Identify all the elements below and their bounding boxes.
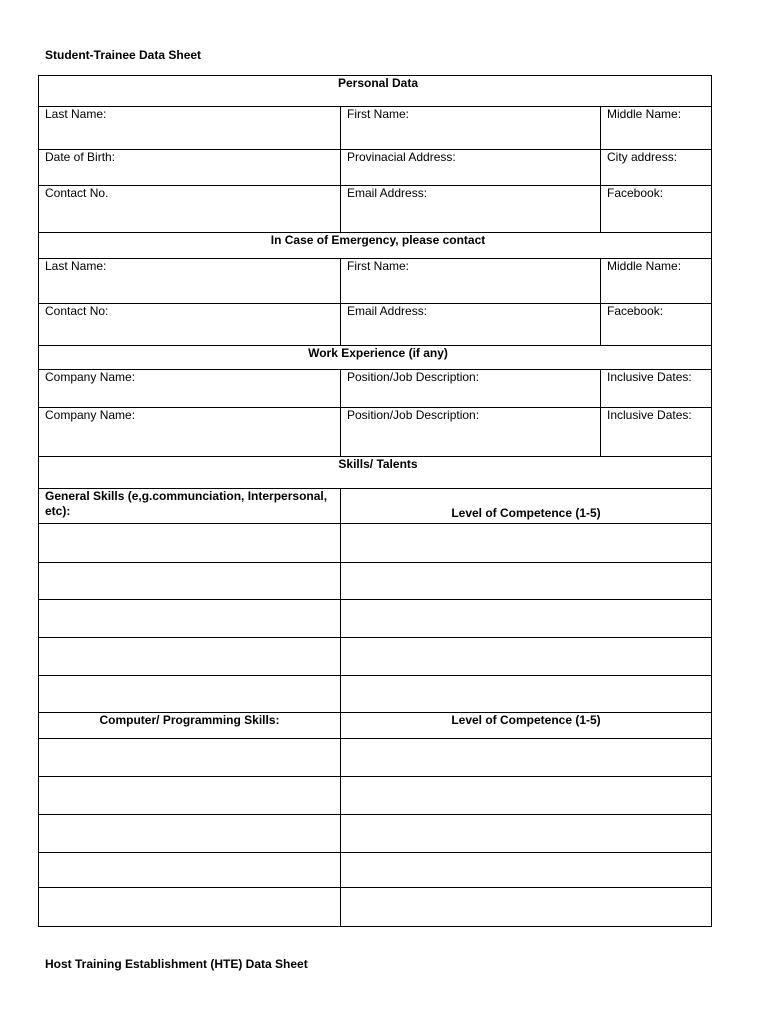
field-company-name-2[interactable]: Company Name:: [39, 408, 341, 457]
general-level-cell[interactable]: [341, 563, 712, 600]
field-inclusive-dates-1[interactable]: Inclusive Dates:: [601, 370, 712, 408]
section-header-work-experience: Work Experience (if any): [39, 346, 712, 370]
computer-skills-header: Computer/ Programming Skills:: [39, 713, 341, 739]
field-contact-no[interactable]: Contact No.: [39, 186, 341, 233]
field-last-name[interactable]: Last Name:: [39, 107, 341, 150]
general-skill-cell[interactable]: [39, 600, 341, 638]
field-position-description-1[interactable]: Position/Job Description:: [341, 370, 601, 408]
general-level-cell[interactable]: [341, 676, 712, 713]
computer-skill-cell[interactable]: [39, 888, 341, 927]
computer-skill-cell[interactable]: [39, 815, 341, 853]
field-emergency-email-address[interactable]: Email Address:: [341, 304, 601, 346]
computer-level-cell[interactable]: [341, 853, 712, 888]
field-emergency-facebook[interactable]: Facebook:: [601, 304, 712, 346]
general-skill-cell[interactable]: [39, 638, 341, 676]
section-header-personal-data: Personal Data: [39, 76, 712, 107]
student-trainee-data-table: [38, 75, 712, 927]
computer-skill-cell[interactable]: [39, 853, 341, 888]
field-company-name-1[interactable]: Company Name:: [39, 370, 341, 408]
computer-level-cell[interactable]: [341, 888, 712, 927]
computer-level-cell[interactable]: [341, 777, 712, 815]
field-emergency-contact-no[interactable]: Contact No:: [39, 304, 341, 346]
section-header-emergency-contact: In Case of Emergency, please contact: [39, 233, 712, 259]
field-provincial-address[interactable]: Provinacial Address:: [341, 150, 601, 186]
document-title: Student-Trainee Data Sheet: [45, 48, 202, 62]
field-emergency-middle-name[interactable]: Middle Name:: [601, 259, 712, 304]
field-city-address[interactable]: City address:: [601, 150, 712, 186]
general-skill-cell[interactable]: [39, 524, 341, 563]
field-emergency-last-name[interactable]: Last Name:: [39, 259, 341, 304]
field-inclusive-dates-2[interactable]: Inclusive Dates:: [601, 408, 712, 457]
computer-skill-cell[interactable]: [39, 777, 341, 815]
computer-level-header: Level of Competence (1-5): [341, 713, 712, 739]
computer-level-cell[interactable]: [341, 815, 712, 853]
field-facebook[interactable]: Facebook:: [601, 186, 712, 233]
general-skill-cell[interactable]: [39, 676, 341, 713]
general-level-cell[interactable]: [341, 524, 712, 563]
section-header-skills-talents: Skills/ Talents: [39, 457, 712, 489]
field-emergency-first-name[interactable]: First Name:: [341, 259, 601, 304]
general-level-cell[interactable]: [341, 638, 712, 676]
computer-level-cell[interactable]: [341, 739, 712, 777]
computer-skill-cell[interactable]: [39, 739, 341, 777]
general-level-cell[interactable]: [341, 600, 712, 638]
general-level-header: Level of Competence (1-5): [341, 489, 712, 524]
hte-data-sheet-title: Host Training Establishment (HTE) Data Sheet: [45, 957, 308, 971]
field-middle-name[interactable]: Middle Name:: [601, 107, 712, 150]
field-date-of-birth[interactable]: Date of Birth:: [39, 150, 341, 186]
field-email-address[interactable]: Email Address:: [341, 186, 601, 233]
field-first-name[interactable]: First Name:: [341, 107, 601, 150]
field-position-description-2[interactable]: Position/Job Description:: [341, 408, 601, 457]
general-skill-cell[interactable]: [39, 563, 341, 600]
general-skills-header: General Skills (e,g.communciation, Interpersonal, etc):: [39, 489, 341, 524]
